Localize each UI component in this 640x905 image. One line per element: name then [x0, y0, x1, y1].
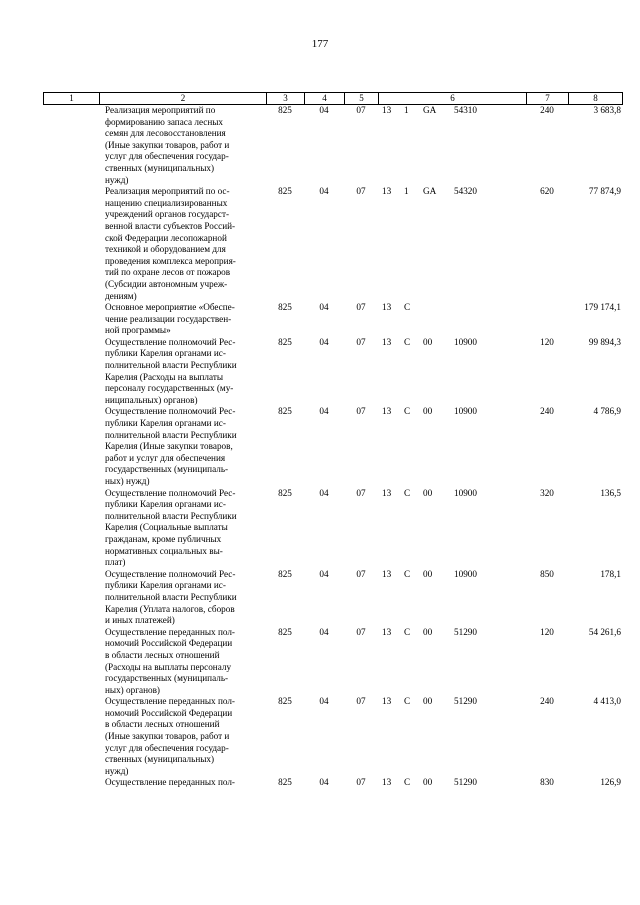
program-code: 13 [382, 777, 392, 788]
activity-code: 00 [423, 568, 433, 579]
subsection-code: 07 [356, 186, 366, 197]
target-article-code [378, 186, 526, 302]
activity-code: GA [423, 186, 437, 197]
expense-name [99, 105, 266, 186]
expense-type-code: 120 [540, 626, 554, 637]
activity-code: 00 [423, 487, 433, 498]
expense-name-line: полнительной власти Республики [105, 429, 237, 440]
amount: 179 174,1 [584, 302, 621, 313]
expense-name-line: публики Карелия органами ис- [105, 580, 226, 591]
subsection-code: 07 [356, 336, 366, 347]
row-col-1-empty [43, 777, 99, 789]
ministry-code: 825 [278, 105, 292, 115]
section-code: 04 [319, 105, 329, 115]
expense-type-code: 320 [540, 487, 554, 498]
subsection-code: 07 [356, 626, 366, 637]
target-article-code [378, 406, 526, 487]
amount: 4 786,9 [593, 406, 621, 417]
activity-code: 00 [423, 626, 433, 637]
ministry-code: 825 [278, 626, 292, 637]
header-col-3: 3 [266, 93, 304, 104]
activity-code: 00 [423, 406, 433, 417]
expense-name-line: услуг для обеспечения государ- [105, 151, 229, 162]
direction-code: 10900 [454, 336, 477, 347]
program-code: 13 [382, 336, 392, 347]
budget-table [43, 92, 623, 789]
target-article-code [378, 337, 526, 407]
amount: 136,5 [600, 487, 621, 498]
expense-name-line: полнительной власти Республики [105, 591, 237, 602]
ministry-code: 825 [278, 568, 292, 579]
expense-name-line: полнительной власти Республики [105, 360, 237, 371]
header-col-6: 6 [378, 93, 526, 104]
row-col-1-empty [43, 337, 99, 407]
amount: 3 683,8 [593, 105, 621, 115]
expense-name-line: публики Карелия органами ис- [105, 418, 226, 429]
section-code: 04 [319, 568, 329, 579]
expense-name-line: персоналу государственных (му- [105, 383, 234, 394]
table-row [43, 302, 623, 337]
expense-name-line: публики Карелия органами ис- [105, 499, 226, 510]
subprogram-code: С [404, 568, 411, 579]
expense-name-line: ственных (муниципальных) [105, 162, 215, 173]
target-article-code [378, 105, 526, 186]
subsection-code: 07 [356, 568, 366, 579]
activity-code: 00 [423, 336, 433, 347]
subsection-code: 07 [356, 487, 366, 498]
expense-name-line: нормативных социальных вы- [105, 545, 223, 556]
expense-name-line: ской Федерации лесопожарной [105, 232, 227, 243]
direction-code: 10900 [454, 568, 477, 579]
expense-type-code: 830 [540, 777, 554, 788]
expense-name-line: услуг для обеспечения государ- [105, 742, 229, 753]
subprogram-code: 1 [404, 105, 409, 115]
activity-code: 00 [423, 777, 433, 788]
expense-name-line: государственных (муниципаль- [105, 464, 229, 475]
expense-name-line: техникой и оборудованием для [105, 244, 226, 255]
table-row [43, 186, 623, 302]
expense-name [99, 627, 266, 697]
expense-name-line: номочий Российской Федерации [105, 638, 233, 649]
target-article-code [378, 777, 526, 789]
subsection-code: 07 [356, 406, 366, 417]
table-row [43, 569, 623, 627]
expense-name-line: Осуществление переданных пол- [105, 626, 235, 637]
section-code: 04 [319, 186, 329, 197]
page-number: 177 [311, 38, 329, 50]
table-row [43, 777, 623, 789]
expense-name-line: Карелия (Уплата налогов, сборов [105, 603, 235, 614]
expense-name-line: Осуществление полномочий Рес- [105, 487, 236, 498]
subprogram-code: С [404, 487, 411, 498]
amount: 77 874,9 [588, 186, 621, 197]
expense-name-line: нужд) [105, 174, 129, 185]
program-code: 13 [382, 406, 392, 417]
expense-name-line: работ и услуг для обеспечения [105, 452, 226, 463]
section-code: 04 [319, 406, 329, 417]
expense-name-line: в области лесных отношений [105, 649, 220, 660]
direction-code: 10900 [454, 487, 477, 498]
program-code: 13 [382, 487, 392, 498]
expense-name-line: Осуществление переданных пол- [105, 777, 235, 788]
expense-name-line: венной власти субъектов Россий- [105, 220, 236, 231]
target-article-code [378, 488, 526, 569]
amount: 178,1 [600, 568, 621, 579]
section-code: 04 [319, 626, 329, 637]
ministry-code: 825 [278, 696, 292, 707]
expense-name-line: Осуществление полномочий Рес- [105, 568, 236, 579]
expense-name [99, 488, 266, 569]
subsection-code: 07 [356, 302, 366, 313]
direction-code: 51290 [454, 626, 477, 637]
table-row [43, 337, 623, 407]
direction-code: 51290 [454, 696, 477, 707]
expense-name-line: ниципальных) органов) [105, 394, 198, 405]
expense-name-line: нащению специализированных [105, 197, 228, 208]
subprogram-code: С [404, 406, 411, 417]
row-col-1-empty [43, 488, 99, 569]
table-row [43, 627, 623, 697]
table-row [43, 696, 623, 777]
table-header-row [43, 92, 623, 105]
target-article-code [378, 696, 526, 777]
subsection-code: 07 [356, 696, 366, 707]
expense-name-line: Реализация мероприятий по [105, 105, 216, 115]
expense-name-line: плат) [105, 557, 126, 568]
row-col-1-empty [43, 406, 99, 487]
expense-name-line: в области лесных отношений [105, 719, 220, 730]
expense-name [99, 302, 266, 337]
expense-type-code: 240 [540, 406, 554, 417]
ministry-code: 825 [278, 487, 292, 498]
expense-name-line: ной программы» [105, 325, 171, 336]
expense-name-line: Реализация мероприятий по ос- [105, 186, 230, 197]
expense-type-code: 120 [540, 336, 554, 347]
subsection-code: 07 [356, 105, 366, 115]
header-col-4: 4 [304, 93, 344, 104]
program-code: 13 [382, 302, 392, 313]
expense-name-line: (Иные закупки товаров, работ и [105, 139, 230, 150]
subprogram-code: С [404, 302, 411, 313]
amount: 54 261,6 [588, 626, 621, 637]
expense-type-code: 240 [540, 696, 554, 707]
table-row [43, 406, 623, 487]
header-col-7: 7 [526, 93, 568, 104]
expense-type-code: 240 [540, 105, 554, 115]
header-col-2: 2 [99, 93, 266, 104]
direction-code: 51290 [454, 777, 477, 788]
row-col-1-empty [43, 105, 99, 186]
expense-name-line: Карелия (Иные закупки товаров, [105, 441, 233, 452]
expense-name-line: Основное мероприятие «Обеспе- [105, 302, 235, 313]
program-code: 13 [382, 626, 392, 637]
expense-name [99, 696, 266, 777]
expense-type-code [526, 302, 568, 337]
row-col-1-empty [43, 569, 99, 627]
expense-name [99, 777, 266, 789]
table-body [43, 105, 623, 789]
expense-name-line: дениям) [105, 290, 137, 301]
expense-name-line: нужд) [105, 765, 129, 776]
expense-name-line: Карелия (Расходы на выплаты [105, 371, 224, 382]
expense-name-line: учреждений органов государст- [105, 209, 230, 220]
expense-name-line: формированию запаса лесных [105, 116, 224, 127]
expense-name-line: семян для лесовосстановления [105, 128, 226, 139]
expense-name-line: государственных (муниципаль- [105, 673, 229, 684]
section-code: 04 [319, 487, 329, 498]
subprogram-code: С [404, 626, 411, 637]
expense-name-line: полнительной власти Республики [105, 510, 237, 521]
expense-name-line: (Расходы на выплаты персоналу [105, 661, 232, 672]
section-code: 04 [319, 696, 329, 707]
expense-name-line: (Иные закупки товаров, работ и [105, 731, 230, 742]
row-col-1-empty [43, 696, 99, 777]
expense-name-line: номочий Российской Федерации [105, 707, 233, 718]
expense-name-line: (Субсидии автономным учреж- [105, 278, 228, 289]
expense-name-line: и иных платежей) [105, 615, 175, 626]
section-code: 04 [319, 777, 329, 788]
program-code: 13 [382, 105, 392, 115]
expense-name-line: Осуществление переданных пол- [105, 696, 235, 707]
section-code: 04 [319, 336, 329, 347]
program-code: 13 [382, 186, 392, 197]
program-code: 13 [382, 568, 392, 579]
expense-name-line: гражданам, кроме публичных [105, 533, 222, 544]
section-code: 04 [319, 302, 329, 313]
activity-code: GA [423, 105, 437, 115]
subprogram-code: 1 [404, 186, 409, 197]
expense-name-line: Осуществление полномочий Рес- [105, 406, 236, 417]
expense-name-line: тий по охране лесов от пожаров [105, 267, 231, 278]
ministry-code: 825 [278, 777, 292, 788]
expense-name-line: публики Карелия органами ис- [105, 348, 226, 359]
activity-code: 00 [423, 696, 433, 707]
expense-name-line: ных) нужд) [105, 476, 150, 486]
header-col-5: 5 [344, 93, 378, 104]
table-row [43, 105, 623, 186]
expense-name-line: ных) органов) [105, 684, 160, 695]
expense-name-line: чение реализации государствен- [105, 313, 232, 324]
expense-name [99, 337, 266, 407]
ministry-code: 825 [278, 406, 292, 417]
header-col-8: 8 [568, 93, 623, 104]
subprogram-code: С [404, 336, 411, 347]
ministry-code: 825 [278, 302, 292, 313]
ministry-code: 825 [278, 186, 292, 197]
expense-name-line: ственных (муниципальных) [105, 754, 215, 765]
direction-code: 10900 [454, 406, 477, 417]
row-col-1-empty [43, 627, 99, 697]
expense-name [99, 186, 266, 302]
program-code: 13 [382, 696, 392, 707]
amount: 4 413,0 [593, 696, 621, 707]
direction-code: 54310 [454, 105, 477, 115]
direction-code: 54320 [454, 186, 477, 197]
table-row [43, 488, 623, 569]
subsection-code: 07 [356, 777, 366, 788]
amount: 99 894,3 [588, 336, 621, 347]
ministry-code: 825 [278, 336, 292, 347]
target-article-code [378, 302, 526, 337]
target-article-code [378, 569, 526, 627]
subprogram-code: С [404, 777, 411, 788]
row-col-1-empty [43, 302, 99, 337]
amount: 126,9 [600, 777, 621, 788]
expense-type-code: 620 [540, 186, 554, 197]
expense-name-line: проведения комплекса мероприя- [105, 255, 236, 266]
header-col-1: 1 [43, 93, 99, 104]
subprogram-code: С [404, 696, 411, 707]
row-col-1-empty [43, 186, 99, 302]
expense-name-line: Осуществление полномочий Рес- [105, 336, 236, 347]
target-article-code [378, 627, 526, 697]
expense-name [99, 406, 266, 487]
expense-type-code: 850 [540, 568, 554, 579]
expense-name [99, 569, 266, 627]
expense-name-line: Карелия (Социальные выплаты [105, 522, 228, 533]
